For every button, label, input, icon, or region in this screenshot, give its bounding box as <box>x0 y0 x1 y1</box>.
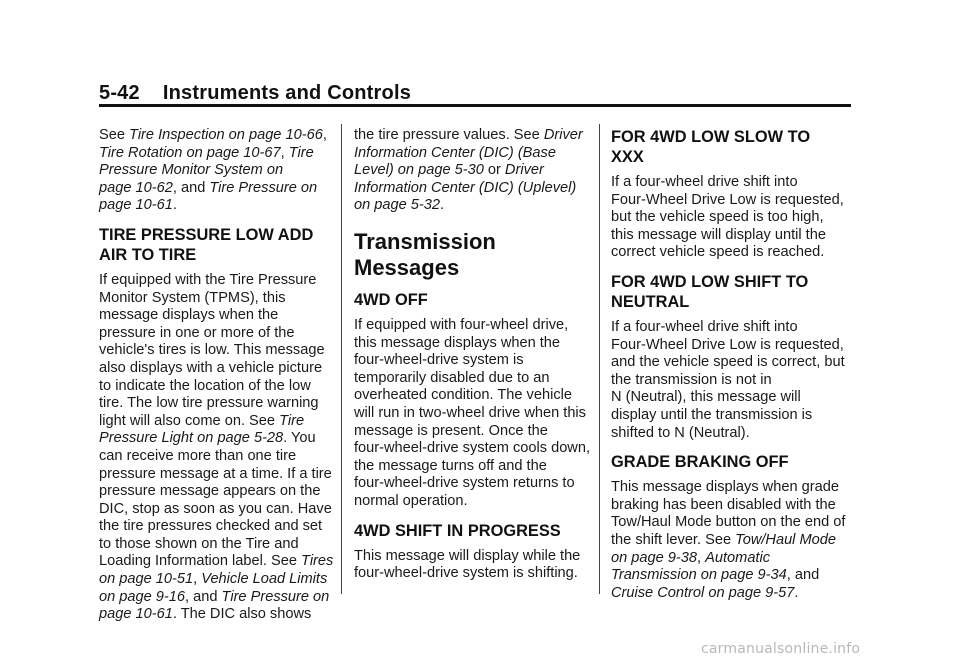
text-line <box>99 501 334 519</box>
text-run: See <box>99 127 130 143</box>
text-line <box>99 395 334 413</box>
text-line <box>354 548 589 566</box>
text-line <box>611 209 846 227</box>
text-line <box>99 325 334 343</box>
text-run: temporarily disabled due to an <box>354 369 550 386</box>
text-line <box>354 475 589 493</box>
text-line <box>99 483 334 501</box>
text-run: will run in two-wheel drive when this <box>354 404 586 421</box>
text-run: also displays with a vehicle picture <box>99 359 323 376</box>
text-run: normal operation. <box>354 492 468 509</box>
column-divider-1 <box>341 124 342 594</box>
text-line <box>354 197 589 215</box>
cross-reference: on page 10-51 <box>99 571 194 588</box>
text-run: overheated condition. The vehicle <box>354 387 572 404</box>
cross-reference: Tire Pressure on <box>221 588 330 605</box>
text-run: the message turns off and the <box>354 457 547 474</box>
4wd-off-paragraph <box>354 317 589 511</box>
text-line <box>99 553 334 571</box>
text-run: shifted to N (Neutral). <box>611 424 750 441</box>
cross-reference: Information Center (DIC) (Base <box>354 144 556 161</box>
text-run: Loading Information label. See <box>99 553 302 570</box>
text-line <box>354 458 589 476</box>
text-line <box>611 354 846 372</box>
text-line <box>354 387 589 405</box>
text-run: the shift lever. See <box>611 531 736 548</box>
text-run: , and <box>786 567 820 584</box>
text-line <box>354 565 589 583</box>
text-run: If a four-wheel drive shift into <box>611 318 798 335</box>
text-run: , and <box>172 179 210 196</box>
header-title <box>99 82 851 105</box>
4wd-low-neutral-paragraph <box>611 319 846 442</box>
heading-4wd-off: 4WD OFF <box>354 290 428 309</box>
text-run: vehicle's tires is low. This message <box>99 342 325 359</box>
text-run: four-wheel-drive system returns to <box>354 475 575 492</box>
text-run: . You <box>283 430 316 447</box>
text-line <box>99 162 334 180</box>
text-line <box>99 571 334 589</box>
text-line <box>99 145 334 163</box>
text-line <box>611 479 846 497</box>
text-line <box>611 372 846 390</box>
text-line <box>611 407 846 425</box>
text-run: to indicate the location of the low <box>99 377 311 394</box>
text-line <box>99 307 334 325</box>
text-run: DIC, stop as soon as you can. Have <box>99 500 332 517</box>
text-run: four-wheel-drive system cools down, <box>354 440 591 457</box>
cross-reference: Pressure Monitor System on <box>99 162 284 179</box>
text-run: Tow/Haul Mode button on the end of <box>611 514 846 531</box>
text-line <box>99 606 334 624</box>
text-line <box>611 567 846 585</box>
text-run: the tire pressure values. See <box>354 127 544 143</box>
text-line <box>99 197 334 215</box>
text-line <box>99 536 334 554</box>
text-line <box>99 378 334 396</box>
cross-reference: Driver <box>504 162 544 179</box>
section-title: Instruments and Controls <box>162 82 412 104</box>
section-heading-transmission: Transmission Messages <box>354 228 496 280</box>
text-line <box>99 430 334 448</box>
tire-pressure-paragraph <box>99 272 334 624</box>
text-run: can receive more than one tire <box>99 447 297 464</box>
text-line <box>611 585 846 603</box>
text-run: pressure in one or more of the <box>99 324 295 341</box>
page-number: 5-42 <box>99 82 140 104</box>
text-run: Monitor System (TPMS), this <box>99 289 286 306</box>
text-line <box>354 405 589 423</box>
text-line <box>354 440 589 458</box>
text-run: but the vehicle speed is too high, <box>611 209 824 226</box>
text-run: this message will display until the <box>611 226 826 243</box>
text-line <box>99 360 334 378</box>
cross-reference: page 10-61 <box>99 606 173 623</box>
text-line <box>611 227 846 245</box>
text-run: braking has been disabled with the <box>611 496 836 513</box>
text-run: pressure message appears on the <box>99 483 321 500</box>
text-line <box>354 493 589 511</box>
text-run: four-wheel-drive system is shifting. <box>354 565 578 582</box>
text-run: Four-Wheel Drive Low is requested, <box>611 191 844 208</box>
text-run: message displays when the <box>99 307 279 324</box>
text-line <box>354 423 589 441</box>
heading-4wd-shift: 4WD SHIFT IN PROGRESS <box>354 521 561 540</box>
text-run: If a four-wheel drive shift into <box>611 174 798 190</box>
text-line <box>99 413 334 431</box>
text-line <box>611 497 846 515</box>
text-line <box>611 514 846 532</box>
text-line <box>99 342 334 360</box>
text-run: This message displays when grade <box>611 479 839 496</box>
page-header <box>99 82 851 104</box>
cross-reference: Pressure Light on page 5-28 <box>99 430 284 447</box>
cross-reference: Tire Pressure on <box>209 179 318 196</box>
cross-reference: Tow/Haul Mode <box>735 531 836 548</box>
column-2 <box>354 127 589 583</box>
text-line <box>354 317 589 335</box>
cross-reference: Tire Inspection on page 10-66 <box>129 127 323 143</box>
heading-4wd-low-slow: FOR 4WD LOW SLOW TO XXX <box>611 128 811 166</box>
text-run: the tire pressures checked and set <box>99 518 323 535</box>
text-run: light will also come on. See <box>99 412 280 429</box>
text-line <box>354 145 589 163</box>
text-line <box>354 352 589 370</box>
cross-reference: Tire <box>288 144 314 161</box>
cross-reference: Information Center (DIC) (Uplevel) <box>354 179 577 196</box>
text-run: tire. The low tire pressure warning <box>99 395 319 412</box>
text-line <box>99 466 334 484</box>
text-line <box>611 337 846 355</box>
text-run: N (Neutral), this message will <box>611 389 801 406</box>
text-line <box>354 180 589 198</box>
text-run: , <box>697 549 706 566</box>
cross-reference: Tire Rotation on page 10-67 <box>99 144 281 161</box>
text-run: If equipped with the Tire Pressure <box>99 271 317 288</box>
text-line <box>99 180 334 198</box>
text-run: correct vehicle speed is reached. <box>611 244 825 261</box>
text-line <box>354 370 589 388</box>
heading-4wd-low-neutral: FOR 4WD LOW SHIFT TO NEUTRAL <box>611 272 809 311</box>
text-line <box>611 244 846 262</box>
cross-reference: Tire <box>279 412 305 429</box>
text-run: this message displays when the <box>354 334 561 351</box>
text-line <box>611 532 846 550</box>
column-3 <box>611 127 846 602</box>
text-run: four-wheel-drive system is <box>354 352 524 369</box>
text-line <box>611 425 846 443</box>
text-line <box>99 290 334 308</box>
text-run: to those shown on the Tire and <box>99 535 299 552</box>
text-line <box>99 448 334 466</box>
text-run: , <box>280 144 289 161</box>
4wd-low-slow-paragraph <box>611 174 846 262</box>
intro-paragraph <box>99 127 334 215</box>
text-run: . <box>172 197 177 214</box>
text-run: , <box>322 127 327 143</box>
header-rule <box>99 104 851 107</box>
heading-tire-pressure-low: TIRE PRESSURE LOW ADD AIR TO TIRE <box>99 225 314 264</box>
text-run: This message will display while the <box>354 547 581 564</box>
text-line <box>354 335 589 353</box>
cross-reference: Level) on page 5-30 <box>354 162 484 179</box>
text-run: and the vehicle speed is correct, but <box>611 354 845 371</box>
text-run: If equipped with four-wheel drive, <box>354 316 569 333</box>
text-line <box>611 192 846 210</box>
cross-reference: Tires <box>301 553 334 570</box>
text-run: , <box>193 571 202 588</box>
text-run: or <box>483 162 505 179</box>
cross-reference: Vehicle Load Limits <box>201 571 328 588</box>
text-run: display until the transmission is <box>611 406 813 423</box>
cross-reference: Cruise Control on page 9-57 <box>611 584 795 601</box>
text-run: , and <box>185 588 222 605</box>
text-run: pressure message at a time. If a tire <box>99 465 332 482</box>
text-line <box>611 389 846 407</box>
text-line <box>611 174 846 192</box>
4wd-shift-paragraph <box>354 548 589 583</box>
cross-reference: on page 9-38 <box>611 549 698 566</box>
heading-grade-braking: GRADE BRAKING OFF <box>611 453 789 472</box>
text-line <box>99 272 334 290</box>
cross-reference: Transmission on page 9-34 <box>611 567 787 584</box>
text-run: message is present. Once the <box>354 422 548 439</box>
cross-reference: on page 5-32 <box>354 197 441 214</box>
text-run: the transmission is not in <box>611 371 772 388</box>
text-line <box>611 550 846 568</box>
cross-reference: page 10-62 <box>99 179 173 196</box>
watermark-text: carmanualsonline.info <box>701 641 861 657</box>
text-line <box>354 127 589 145</box>
text-line <box>99 127 334 145</box>
grade-braking-paragraph <box>611 479 846 602</box>
text-line <box>354 162 589 180</box>
text-run: Four-Wheel Drive Low is requested, <box>611 336 844 353</box>
text-line <box>99 518 334 536</box>
column-divider-2 <box>599 124 600 594</box>
continued-paragraph <box>354 127 589 215</box>
text-run: . The DIC also shows <box>172 606 312 623</box>
cross-reference: page 10-61 <box>99 197 173 214</box>
cross-reference: on page 9-16 <box>99 588 186 605</box>
text-run: . <box>440 197 445 214</box>
text-run: . <box>794 584 799 601</box>
cross-reference: Automatic <box>705 549 771 566</box>
text-line <box>611 319 846 337</box>
text-line <box>99 589 334 607</box>
cross-reference: Driver <box>543 127 583 143</box>
column-1 <box>99 127 334 624</box>
